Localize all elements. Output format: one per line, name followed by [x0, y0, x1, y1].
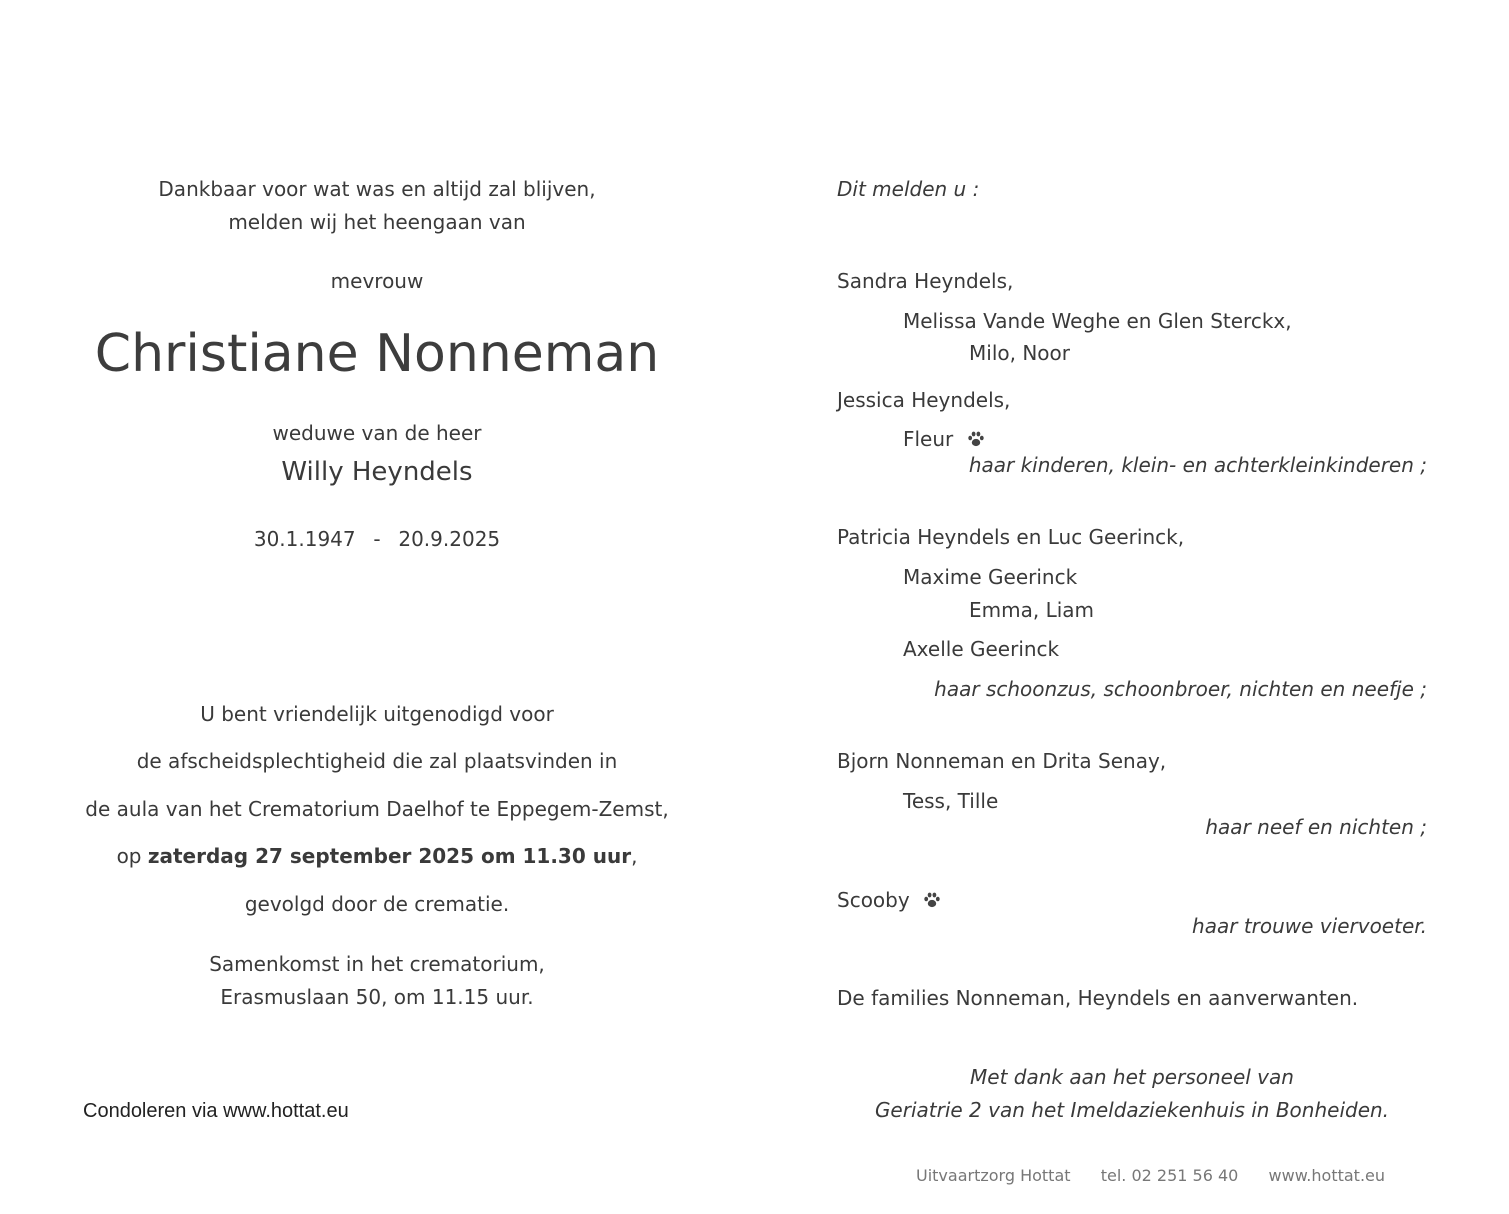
invite-line-2: de afscheidsplechtigheid die zal plaatsvinden in — [136, 749, 618, 773]
family-tess: Tess, Tille — [903, 789, 999, 813]
family-jessica: Jessica Heyndels, — [837, 388, 1011, 412]
birth-date: 30.1.1947 — [253, 527, 356, 551]
honorific: mevrouw — [330, 269, 424, 293]
invite-line-1: U bent vriendelijk uitgenodigd voor — [200, 702, 554, 726]
invite-prefix: op — [116, 844, 148, 868]
fleur-name: Fleur — [903, 427, 954, 451]
family-scooby — [837, 884, 942, 917]
family-sandra: Sandra Heyndels, — [837, 269, 1014, 293]
gathering-line-1: Samenkomst in het crematorium, — [209, 952, 545, 976]
paw-print-icon — [966, 429, 986, 449]
family-patricia: Patricia Heyndels en Luc Geerinck, — [837, 525, 1185, 549]
scooby-name: Scooby — [837, 888, 910, 912]
death-date: 20.9.2025 — [398, 527, 501, 551]
footer-company: Uitvaartzorg Hottat — [916, 1166, 1071, 1185]
paw-print-icon — [922, 890, 942, 910]
ceremony-datetime: zaterdag 27 september 2025 om 11.30 uur — [147, 844, 632, 868]
life-dates — [0, 523, 754, 556]
family-maxime: Maxime Geerinck — [903, 565, 1078, 589]
invite-line-5: gevolgd door de crematie. — [244, 892, 510, 916]
family-emma: Emma, Liam — [969, 598, 1095, 622]
family-bjorn: Bjorn Nonneman en Drita Senay, — [837, 749, 1167, 773]
families-line: De families Nonneman, Heyndels en aanverwanten. — [837, 986, 1359, 1010]
group-children: haar kinderen, klein- en achterkleinkinderen ; — [968, 453, 1427, 477]
group-nephew: haar neef en nichten ; — [1205, 815, 1427, 839]
gathering-info — [0, 948, 754, 1014]
intro-line-1: Dankbaar voor wat was en altijd zal blijven, — [158, 177, 596, 201]
invite-line-4 — [0, 840, 754, 873]
intro-text — [0, 173, 754, 239]
thanks-text — [832, 1061, 1432, 1127]
intro-line-2: melden wij het heengaan van — [228, 210, 526, 234]
gathering-line-2: Erasmuslaan 50, om 11.15 uur. — [220, 985, 534, 1009]
thanks-line-2: Geriatrie 2 van het Imeldaziekenhuis in Bonheiden. — [874, 1098, 1390, 1122]
announcement-header: Dit melden u : — [837, 177, 980, 201]
footer — [916, 1166, 1385, 1185]
family-melissa: Melissa Vande Weghe en Glen Sterckx, — [903, 309, 1292, 333]
date-dash: - — [373, 527, 381, 551]
footer-phone: tel. 02 251 56 40 — [1100, 1166, 1239, 1185]
widow-of-label: weduwe van de heer — [272, 421, 482, 445]
family-axelle: Axelle Geerinck — [903, 637, 1060, 661]
footer-website: www.hottat.eu — [1268, 1166, 1386, 1185]
husband-name: Willy Heyndels — [281, 457, 473, 487]
deceased-name: Christiane Nonneman — [94, 324, 660, 384]
invite-suffix: , — [631, 844, 638, 868]
family-milo: Milo, Noor — [969, 341, 1070, 365]
invite-line-3: de aula van het Crematorium Daelhof te Eppegem-Zemst, — [85, 797, 669, 821]
condolence-link-text: Condoleren via www.hottat.eu — [83, 1100, 349, 1122]
thanks-line-1: Met dank aan het personeel van — [970, 1065, 1294, 1089]
group-pet: haar trouwe viervoeter. — [1192, 914, 1427, 938]
group-in-laws: haar schoonzus, schoonbroer, nichten en neefje ; — [934, 677, 1427, 701]
